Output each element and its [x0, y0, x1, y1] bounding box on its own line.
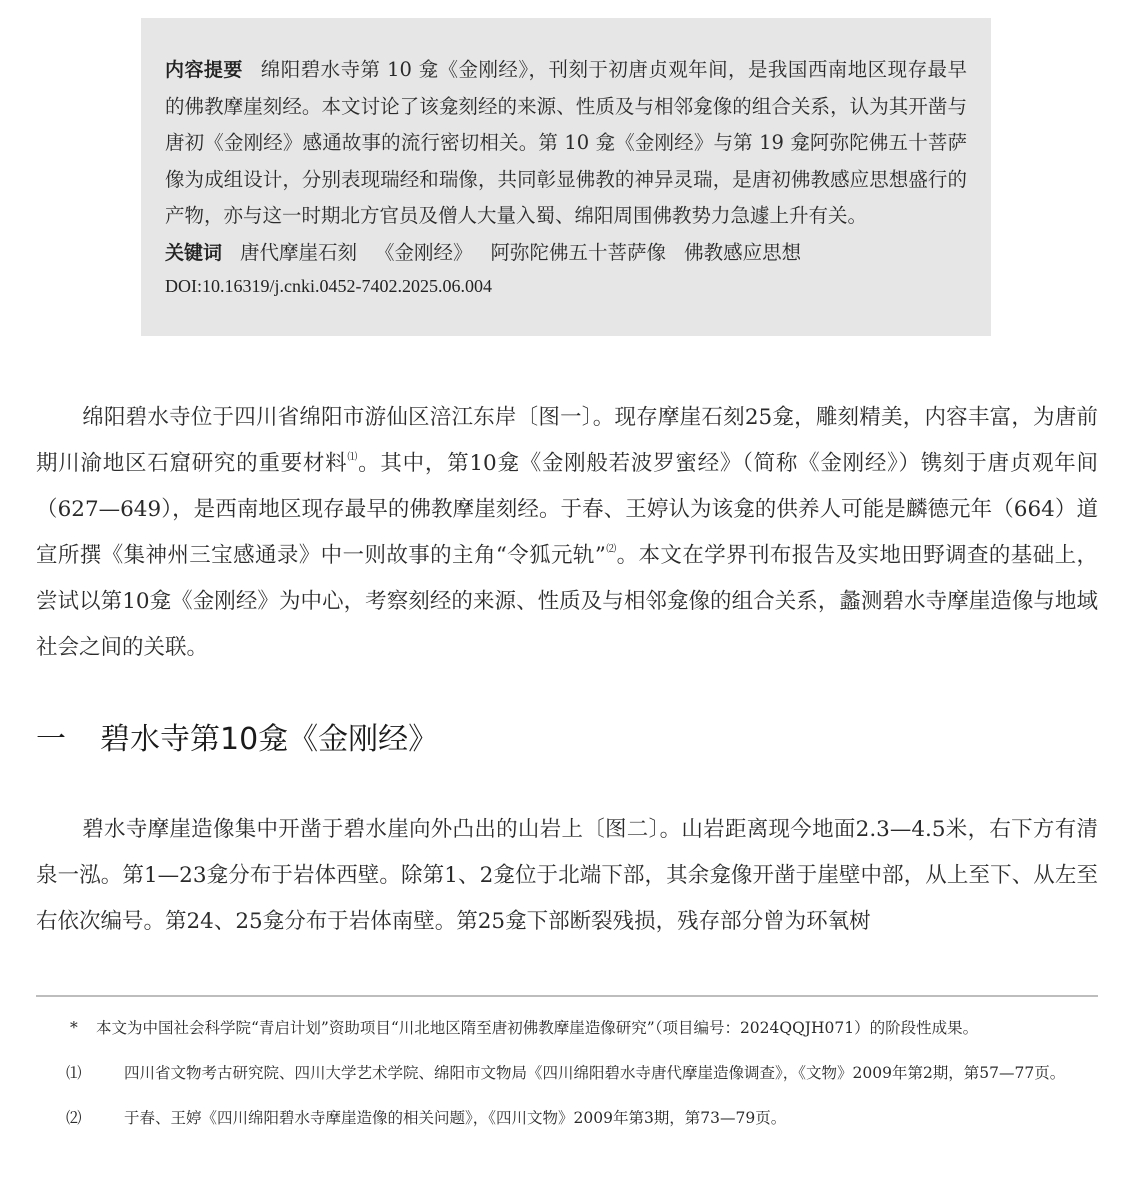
abstract-paragraph — [165, 52, 967, 235]
footnote-mark: * — [70, 1019, 78, 1037]
keyword: 唐代摩崖石刻 — [240, 240, 358, 264]
footnote-text: 本文为中国社会科学院“青启计划”资助项目“川北地区隋至唐初佛教摩崖造像研究”（项目编号：2024QQJH071）的阶段性成果。 — [96, 1019, 979, 1037]
doi: DOI:10.16319/j.cnki.0452-7402.2025.06.004 — [165, 275, 492, 296]
intro-paragraph — [36, 395, 1098, 671]
section-heading — [36, 715, 438, 765]
footnote-text: 于春、王婷《四川绵阳碧水寺摩崖造像的相关问题》，《四川文物》2009年第3期，第73—79页。 — [124, 1109, 787, 1127]
section-title: 碧水寺第10龛《金刚经》 — [100, 722, 439, 757]
footnote-mark: ⑵ — [66, 1109, 82, 1127]
footnote-text: 四川省文物考古研究院、四川大学艺术学院、绵阳市文物局《四川绵阳碧水寺唐代摩崖造像调查》，《文物》2009年第2期，第57—77页。 — [124, 1064, 1066, 1082]
abstract-text: 绵阳碧水寺第 10 龛《金刚经》，刊刻于初唐贞观年间，是我国西南地区现存最早的佛教摩崖刻经。本文讨论了该龛刻经的来源、性质及与相邻龛像的组合关系，认为其开凿与唐初《金刚经》感通故事的流行密切相关。第 10 龛《金刚经》与第 19 龛阿弥陀佛五十菩萨像为成组设计，分别表现瑞经和瑞像，共同彰显佛教的神异灵瑞，是唐初佛教感应思想盛行的产物，亦与这一时期北方官员及僧人大量入蜀、绵阳周围佛教势力急遽上升有关。 — [165, 58, 967, 227]
keyword: 阿弥陀佛五十菩萨像 — [490, 240, 667, 264]
footnote-ref-2[interactable]: ⑵ — [605, 544, 617, 555]
abstract-box — [141, 18, 991, 336]
keyword: 佛教感应思想 — [684, 240, 802, 264]
abstract-label: 内容提要 — [165, 59, 243, 81]
intro-text-1: 绵阳碧水寺位于四川省绵阳市游仙区涪江东岸〔图一〕。现存摩崖石刻25龛，雕刻精美，内容丰富，为唐前期川渝地区石窟研究的重要材料 — [36, 405, 1098, 476]
footnote-2 — [36, 1100, 1098, 1136]
section-number: 一 — [36, 722, 66, 757]
footnote-mark: ⑴ — [66, 1064, 82, 1082]
keywords-label: 关键词 — [165, 241, 223, 264]
footnote-divider — [36, 995, 1098, 997]
keywords-line — [165, 235, 967, 271]
section-text: 碧水寺摩崖造像集中开凿于碧水崖向外凸出的山岩上〔图二〕。山岩距离现今地面2.3—4.5米，右下方有清泉一泓。第1—23龛分布于岩体西壁。除第1、2龛位于北端下部，其余龛像开凿于崖壁中部，从上至下、从左至右依次编号。第24、25龛分布于岩体南壁。第25龛下部断裂残损，残存部分曾为环氧树 — [36, 817, 1098, 934]
footnote-1 — [36, 1055, 1098, 1091]
intro-text-3: 。本文在学界刊布报告及实地田野调查的基础上，尝试以第10龛《金刚经》为中心，考察刻经的来源、性质及与相邻龛像的组合关系，蠡测碧水寺摩崖造像与地域社会之间的关联。 — [36, 543, 1098, 660]
keyword: 《金刚经》 — [375, 240, 473, 264]
intro-text-2: 。其中，第10龛《金刚般若波罗蜜经》（简称《金刚经》）镌刻于唐贞观年间（627—649），是西南地区现存最早的佛教摩崖刻经。于春、王婷认为该龛的供养人可能是麟德元年（664）道宣所撰《集神州三宝感通录》中一则故事的主角“令狐元轨” — [36, 451, 1098, 568]
footnote-funding — [36, 1010, 1098, 1046]
section-paragraph — [36, 807, 1098, 945]
footnotes — [36, 1010, 1098, 1136]
footnote-ref-1[interactable]: ⑴ — [347, 452, 359, 463]
